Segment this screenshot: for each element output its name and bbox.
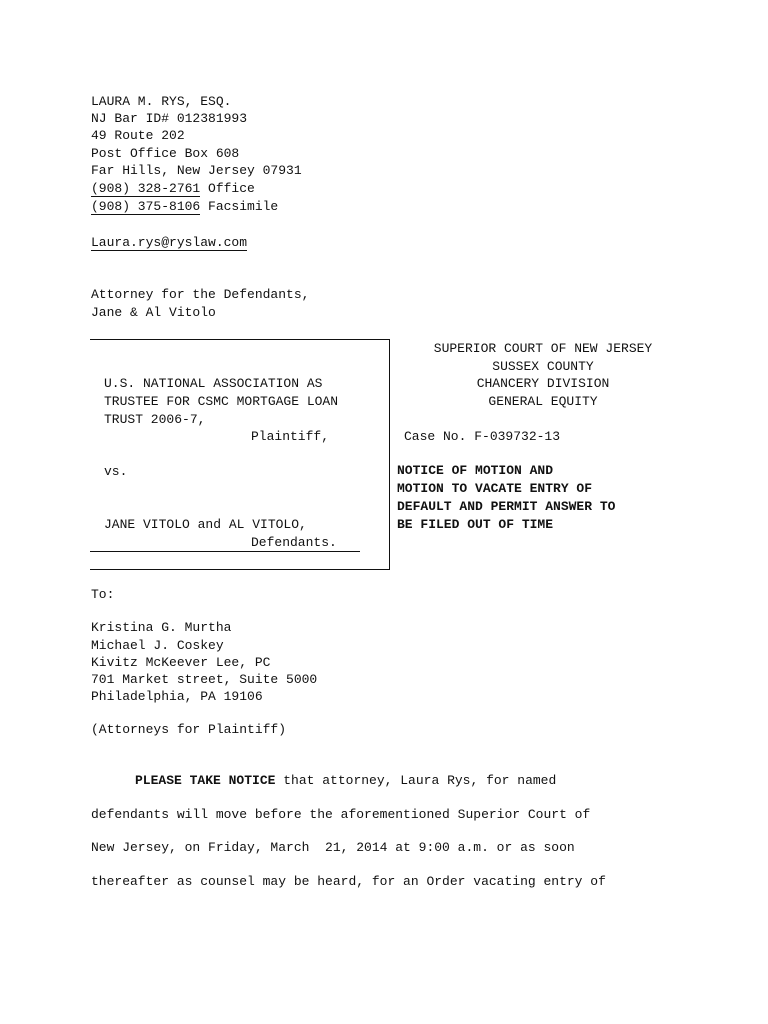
fax-phone-label: Facsimile xyxy=(200,199,279,214)
defendants-label: Defendants. xyxy=(251,535,337,550)
body-line-1-rest: that attorney, Laura Rys, for named xyxy=(275,773,557,788)
clients-name: Jane & Al Vitolo xyxy=(91,305,216,320)
email-line xyxy=(91,234,247,251)
recipient-name-2: Michael J. Coskey xyxy=(91,638,224,653)
office-phone-label: Office xyxy=(200,181,255,196)
to-label: To: xyxy=(91,587,115,602)
recipient-street: 701 Market street, Suite 5000 xyxy=(91,672,318,687)
attorney-for-label: Attorney for the Defendants, xyxy=(91,287,310,302)
plaintiff-line-3: TRUST 2006-7, xyxy=(104,412,206,427)
body-line-2: defendants will move before the aforementioned Superior Court of xyxy=(91,807,591,822)
motion-title-line-1: NOTICE OF MOTION AND xyxy=(397,463,554,478)
attorney-name: LAURA M. RYS, ESQ. xyxy=(91,94,232,109)
caption-bottom-rule xyxy=(90,569,390,570)
versus-label: vs. xyxy=(104,464,128,479)
court-division: CHANCERY DIVISION xyxy=(476,376,610,391)
caption-top-rule xyxy=(90,339,390,340)
motion-title-line-3: DEFAULT AND PERMIT ANSWER TO xyxy=(397,499,616,514)
motion-title-line-2: MOTION TO VACATE ENTRY OF xyxy=(397,481,593,496)
motion-title-line-4: BE FILED OUT OF TIME xyxy=(397,517,554,532)
caption-inner-rule xyxy=(90,551,360,552)
body-line-4: thereafter as counsel may be heard, for an Order vacating entry of xyxy=(91,874,606,889)
caption-vertical-rule xyxy=(389,339,390,570)
fax-phone-link[interactable]: (908) 375-8106 xyxy=(91,199,201,214)
fax-phone-line xyxy=(91,198,278,215)
defendants-names: JANE VITOLO and AL VITOLO, xyxy=(104,517,307,532)
recipient-city: Philadelphia, PA 19106 xyxy=(91,689,263,704)
plaintiff-label: Plaintiff, xyxy=(251,429,330,444)
court-name: SUPERIOR COURT OF NEW JERSEY xyxy=(433,341,653,356)
office-phone-line xyxy=(91,180,255,197)
court-county: SUSSEX COUNTY xyxy=(492,359,594,374)
recipient-name-1: Kristina G. Murtha xyxy=(91,620,232,635)
address-line-2: Post Office Box 608 xyxy=(91,146,240,161)
recipient-role: (Attorneys for Plaintiff) xyxy=(91,722,287,737)
court-part: GENERAL EQUITY xyxy=(488,394,598,409)
body-line-3: New Jersey, on Friday, March 21, 2014 at 9:00 a.m. or as soon xyxy=(91,840,575,855)
notice-lead: PLEASE TAKE NOTICE xyxy=(135,773,276,788)
email-link[interactable]: Laura.rys@ryslaw.com xyxy=(91,235,248,250)
office-phone-link[interactable]: (908) 328-2761 xyxy=(91,181,201,196)
address-line-1: 49 Route 202 xyxy=(91,128,185,143)
address-line-3: Far Hills, New Jersey 07931 xyxy=(91,163,302,178)
case-number: Case No. F-039732-13 xyxy=(404,429,561,444)
plaintiff-line-1: U.S. NATIONAL ASSOCIATION AS xyxy=(104,376,323,391)
body-line-1 xyxy=(91,772,556,789)
bar-id: NJ Bar ID# 012381993 xyxy=(91,111,248,126)
recipient-firm: Kivitz McKeever Lee, PC xyxy=(91,655,271,670)
plaintiff-line-2: TRUSTEE FOR CSMC MORTGAGE LOAN xyxy=(104,394,339,409)
